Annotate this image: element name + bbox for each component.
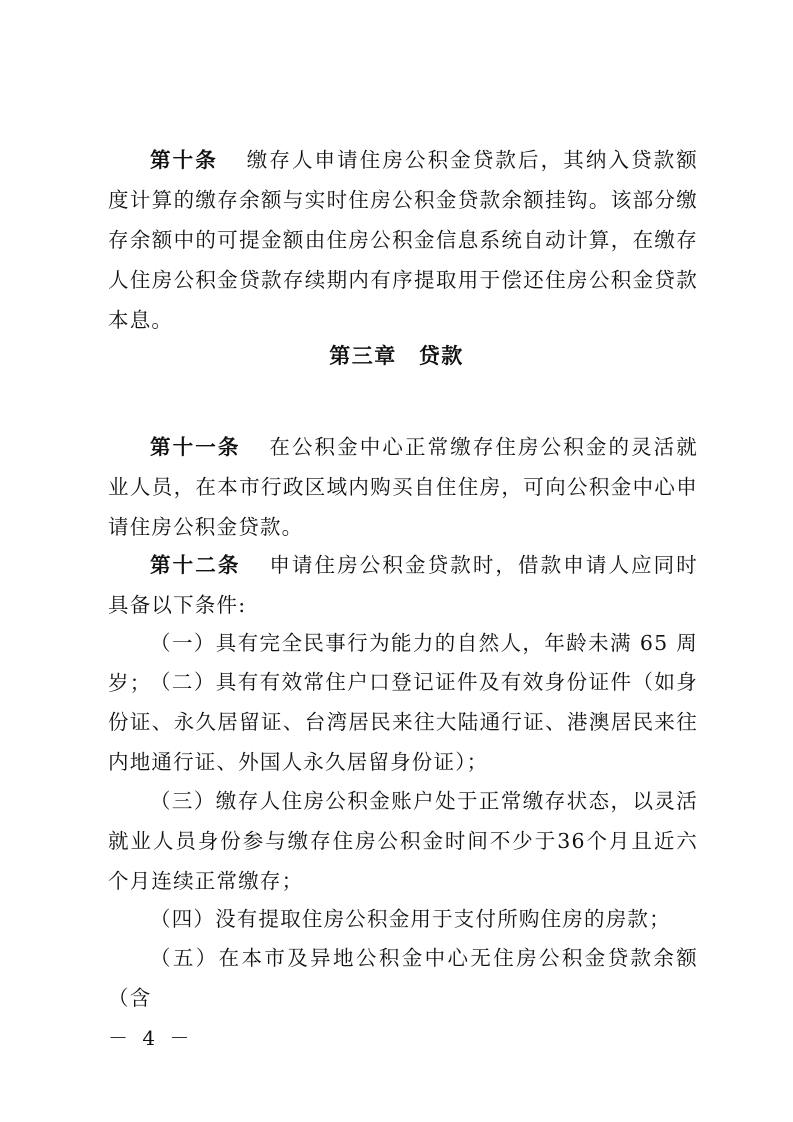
article-12-label: 第十二条 <box>150 553 241 577</box>
chapter-heading <box>0 340 793 370</box>
article-11-text: 在公积金中心正常缴存住房公积金的灵活就业人员，在本市行政区域内购买自住住房，可向公积金中心申请住房公积金贷款。 <box>108 435 698 539</box>
article-10-label: 第十条 <box>150 148 218 172</box>
condition-item-4: （四）没有提取住房公积金用于支付所购住房的房款； <box>150 907 671 931</box>
condition-item-5: （五）在本市及异地公积金中心无住房公积金贷款余额（含 <box>108 946 698 1010</box>
article-10-text: 缴存人申请住房公积金贷款后，其纳入贷款额度计算的缴存余额与实时住房公积金贷款余额挂钩。该部分缴存余额中的可提金额由住房公积金信息系统自动计算，在缴存人住房公积金贷款存续期内有序提取用于偿还住房公积金贷款本息。 <box>108 148 698 332</box>
article-10 <box>108 140 698 340</box>
article-11 <box>108 427 698 547</box>
article-12-text: 申请住房公积金贷款时，借款申请人应同时具备以下条件: <box>108 553 698 617</box>
chapter-title: 贷款 <box>418 343 464 368</box>
chapter-number: 第三章 <box>329 343 397 368</box>
condition-item-3: （三）缴存人住房公积金账户处于正常缴存状态，以灵活就业人员身份参与缴存住房公积金时间不少于36个月且近六个月连续正常缴存； <box>108 789 698 893</box>
page-number: － 4 － <box>108 1026 194 1050</box>
condition-item-1: （一）具有完全民事行为能力的自然人，年龄未满 65 周岁； <box>108 631 698 695</box>
article-11-label: 第十一条 <box>150 435 241 459</box>
article-12 <box>108 545 698 625</box>
condition-item-2: （二）具有有效常住户口登记证件及有效身份证件（如身份证、永久居留证、台湾居民来往大陆通行证、港澳居民来往内地通行证、外国人永久居留身份证）； <box>108 670 698 774</box>
